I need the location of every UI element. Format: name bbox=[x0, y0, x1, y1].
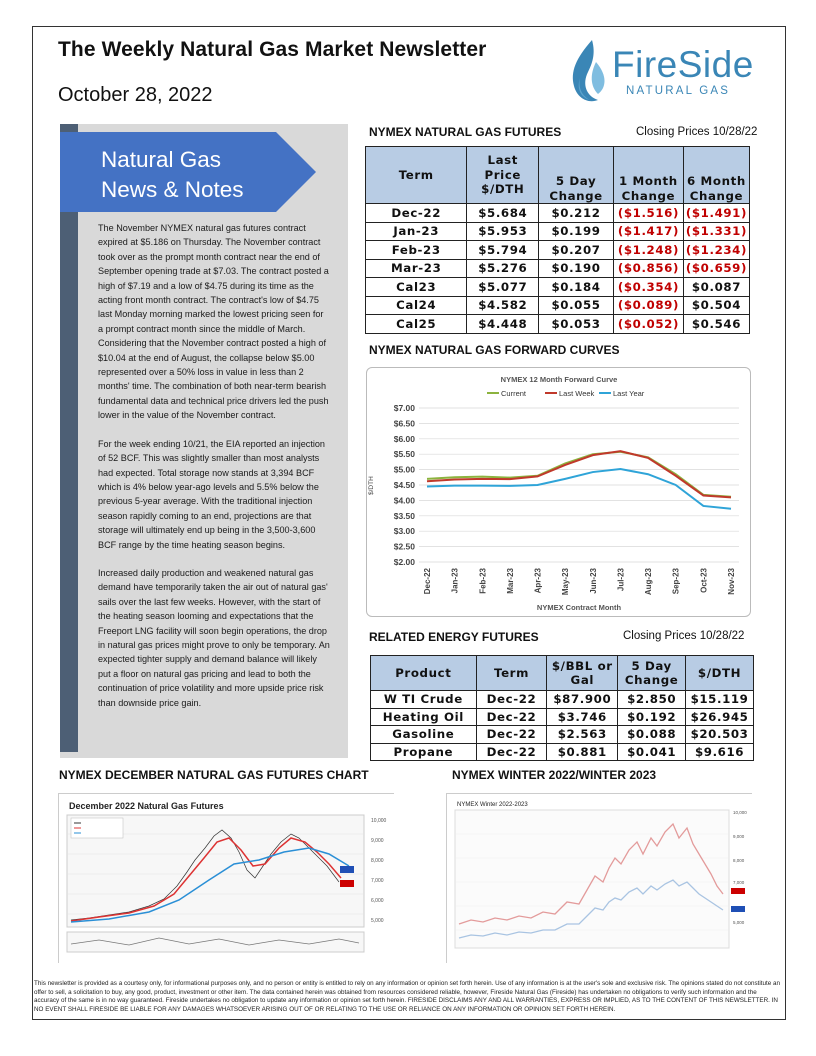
energy-cell-bbl: $87.900 bbox=[547, 691, 618, 709]
energy-heading: RELATED ENERGY FUTURES bbox=[369, 630, 539, 644]
futures-cell-last: $5.077 bbox=[467, 278, 539, 297]
energy-cell-product: W TI Crude bbox=[371, 691, 477, 709]
col-term: Term bbox=[366, 147, 467, 204]
svg-text:6,000: 6,000 bbox=[371, 898, 384, 904]
x-tick-label: Jul-23 bbox=[616, 568, 626, 592]
x-tick-label: Feb-23 bbox=[478, 568, 488, 594]
energy-cell-term: Dec-22 bbox=[476, 726, 547, 744]
forward-curve-svg bbox=[367, 368, 752, 618]
y-tick-label: $4.00 bbox=[393, 495, 415, 506]
news-banner-title bbox=[101, 145, 244, 205]
x-axis-label: NYMEX Contract Month bbox=[536, 603, 622, 612]
svg-text:5,000: 5,000 bbox=[733, 920, 745, 925]
x-tick-label: Dec-22 bbox=[423, 568, 432, 595]
x-tick-label: Jun-23 bbox=[588, 568, 598, 594]
svg-text:8,000: 8,000 bbox=[733, 858, 745, 863]
energy-row bbox=[371, 743, 754, 761]
fireside-logo bbox=[566, 38, 766, 108]
x-tick-label: Aug-23 bbox=[644, 568, 654, 596]
futures-cell-term: Cal24 bbox=[366, 296, 467, 315]
forward-curve-chart bbox=[366, 367, 751, 617]
logo-subtitle: NATURAL GAS bbox=[626, 85, 731, 97]
energy-cell-product: Gasoline bbox=[371, 726, 477, 744]
svg-text:5,000: 5,000 bbox=[371, 918, 384, 924]
news-paragraph: Increased daily production and weakened natural gas demand have temporarily taken the air out of natural gas' sails over the last few weeks. However, with the start of the heating season looming and expectations that the Freeport LNG facility will soon begin operations, the drop in natural gas prices might prove to only be temporary. An expected tighter supply and demand balance will likely put a floor on natural gas pricing and lead to both the continuation of price volatility and more upside price risk than downside price gain. bbox=[98, 567, 330, 708]
svg-text:9,000: 9,000 bbox=[733, 834, 745, 839]
futures-row bbox=[366, 204, 750, 223]
energy-cell-bbl: $0.881 bbox=[547, 743, 618, 761]
energy-cell-five: $0.192 bbox=[618, 708, 686, 726]
news-body bbox=[98, 221, 330, 724]
futures-cell-term: Jan-23 bbox=[366, 222, 467, 241]
svg-text:9,000: 9,000 bbox=[371, 838, 384, 844]
y-tick-label: $5.50 bbox=[393, 449, 415, 460]
futures-cell-last: $4.582 bbox=[467, 296, 539, 315]
futures-heading: NYMEX NATURAL GAS FUTURES bbox=[369, 125, 562, 139]
newsletter-date: October 28, 2022 bbox=[58, 84, 213, 106]
futures-cell-six: $0.546 bbox=[683, 315, 749, 334]
futures-row bbox=[366, 296, 750, 315]
y-tick-label: $6.00 bbox=[393, 433, 415, 444]
svg-text:7,000: 7,000 bbox=[371, 878, 384, 884]
legend-entry: Last Year bbox=[613, 389, 645, 398]
december-chart-heading: NYMEX DECEMBER NATURAL GAS FUTURES CHART bbox=[59, 768, 369, 782]
futures-row bbox=[366, 315, 750, 334]
futures-cell-last: $5.276 bbox=[467, 259, 539, 278]
energy-cell-product: Propane bbox=[371, 743, 477, 761]
futures-row bbox=[366, 259, 750, 278]
winter-chart-svg bbox=[447, 794, 753, 964]
energy-row bbox=[371, 708, 754, 726]
y-tick-label: $3.50 bbox=[393, 510, 415, 521]
futures-cell-six: ($1.491) bbox=[683, 204, 749, 223]
news-paragraph: The November NYMEX natural gas futures contract expired at $5.186 on Thursday. The November contract took over as the prompt month contract near the end of September opening trade at $7.03. The contract posted a high of $7.19 and a low of $4.75 during its time as the acting front month contract. The contract's low of $4.75 last Monday morning marked the lowest pricing seen for a prompt contract month since the middle of March. Considering that the November contract posted a high of $10.04 at the end of August, the collapse below $5.00 represented over a 50% loss in value in less than 2 months' time. The combination of both near-term bearish fundamental data and technical price drivers led the push lower in the value of the November contract. bbox=[98, 223, 329, 421]
svg-text:7,000: 7,000 bbox=[733, 880, 745, 885]
news-banner-line2: News & Notes bbox=[101, 177, 244, 202]
energy-cell-five: $2.850 bbox=[618, 691, 686, 709]
svg-text:8,000: 8,000 bbox=[371, 858, 384, 864]
col-dth: $/DTH bbox=[686, 656, 754, 691]
y-tick-label: $3.00 bbox=[393, 526, 415, 537]
y-tick-label: $5.00 bbox=[393, 464, 415, 475]
energy-cell-five: $0.088 bbox=[618, 726, 686, 744]
col-bbl-gal: $/BBL or Gal bbox=[547, 656, 618, 691]
page-title: The Weekly Natural Gas Market Newsletter bbox=[58, 38, 487, 61]
energy-cell-bbl: $2.563 bbox=[547, 726, 618, 744]
futures-row bbox=[366, 278, 750, 297]
energy-cell-dth: $15.119 bbox=[686, 691, 754, 709]
futures-cell-five: $0.199 bbox=[539, 222, 614, 241]
energy-closing-date: Closing Prices 10/28/22 bbox=[623, 630, 745, 642]
col-term: Term bbox=[476, 656, 547, 691]
futures-cell-last: $5.953 bbox=[467, 222, 539, 241]
energy-cell-dth: $20.503 bbox=[686, 726, 754, 744]
col-6month: 6 Month Change bbox=[683, 147, 749, 204]
december-futures-chart-image bbox=[58, 793, 394, 963]
series-line-last-year bbox=[427, 469, 731, 509]
flame-icon bbox=[566, 38, 612, 108]
futures-cell-six: $0.504 bbox=[683, 296, 749, 315]
x-tick-label: Sep-23 bbox=[671, 568, 681, 595]
winter-chart-heading: NYMEX WINTER 2022/WINTER 2023 bbox=[452, 768, 657, 782]
futures-cell-six: ($1.331) bbox=[683, 222, 749, 241]
y-tick-label: $2.00 bbox=[393, 557, 415, 567]
y-axis-label: $/DTH bbox=[368, 476, 375, 495]
logo-wordmark: FireSide bbox=[612, 44, 754, 85]
futures-row bbox=[366, 222, 750, 241]
disclaimer-footer: This newsletter is provided as a courtesy only, for informational purposes only, and no person or entity is entitled to rely on any information or opinion set forth herein. Use of any information is at the user's sole and exclusive risk. The opinions stated do not constitute an offer to sell, a solicitation to buy, any good, product, investment or other item. The data contained herein was obtained from resources considered reliable, however, Fireside Natural Gas (Fireside) has undertaken no obligations to verify such information and the accuracy of the same is in no way guaranteed. Fireside undertakes no obligation to update any information or opinion set forth herein. FIRESIDE DISCLAIMS ANY AND ALL WARRANTIES, EXPRESS OR IMPLIED, AS TO THE CONTENT OF THIS NEWSLETTER. IN NO EVENT SHALL FIRESIDE BE LIABLE FOR ANY DAMAGES WHATSOEVER ARISING OUT OF OR RELATING TO THE USE OR RELIANCE ON ANY INFORMATION OR OPINION SET FORTH HEREIN. bbox=[34, 980, 781, 1014]
col-5day: 5 Day Change bbox=[618, 656, 686, 691]
chart-title: NYMEX 12 Month Forward Curve bbox=[500, 375, 618, 384]
x-tick-label: May-23 bbox=[561, 568, 571, 596]
energy-table bbox=[370, 655, 754, 761]
futures-cell-one: ($0.089) bbox=[613, 296, 683, 315]
energy-row bbox=[371, 691, 754, 709]
futures-cell-last: $5.794 bbox=[467, 241, 539, 260]
energy-cell-dth: $9.616 bbox=[686, 743, 754, 761]
futures-closing-date: Closing Prices 10/28/22 bbox=[636, 126, 758, 138]
series-line-current bbox=[427, 452, 731, 497]
winter-chart-image bbox=[446, 793, 752, 963]
futures-cell-one: ($0.856) bbox=[613, 259, 683, 278]
winter-chart-inner-title: NYMEX Winter 2022-2023 bbox=[457, 802, 528, 808]
futures-cell-six: ($0.659) bbox=[683, 259, 749, 278]
y-tick-label: $7.00 bbox=[393, 403, 415, 413]
curves-heading: NYMEX NATURAL GAS FORWARD CURVES bbox=[369, 343, 620, 357]
futures-cell-term: Dec-22 bbox=[366, 204, 467, 223]
futures-cell-five: $0.190 bbox=[539, 259, 614, 278]
futures-row bbox=[366, 241, 750, 260]
news-side-strip bbox=[60, 124, 78, 752]
futures-cell-five: $0.212 bbox=[539, 204, 614, 223]
futures-cell-six: $0.087 bbox=[683, 278, 749, 297]
futures-cell-term: Mar-23 bbox=[366, 259, 467, 278]
news-banner-line1: Natural Gas bbox=[101, 147, 222, 172]
col-1month: 1 Month Change bbox=[613, 147, 683, 204]
energy-cell-dth: $26.945 bbox=[686, 708, 754, 726]
energy-cell-five: $0.041 bbox=[618, 743, 686, 761]
futures-table bbox=[365, 146, 750, 334]
futures-cell-last: $5.684 bbox=[467, 204, 539, 223]
svg-text:10,000: 10,000 bbox=[371, 818, 387, 824]
energy-cell-product: Heating Oil bbox=[371, 708, 477, 726]
futures-cell-five: $0.053 bbox=[539, 315, 614, 334]
svg-text:10,000: 10,000 bbox=[733, 810, 747, 815]
y-tick-label: $2.50 bbox=[393, 541, 415, 552]
futures-cell-term: Feb-23 bbox=[366, 241, 467, 260]
futures-cell-five: $0.184 bbox=[539, 278, 614, 297]
futures-cell-one: ($1.417) bbox=[613, 222, 683, 241]
futures-cell-term: Cal23 bbox=[366, 278, 467, 297]
x-tick-label: Oct-23 bbox=[699, 568, 709, 593]
futures-cell-six: ($1.234) bbox=[683, 241, 749, 260]
news-paragraph: For the week ending 10/21, the EIA reported an injection of 52 BCF. This was slightly smaller than most analysts had expected. Total storage now stands at 3,394 BCF which is 4% below year-ago levels and 5.5% below the previous 5-year average. With the traditional injection season rapidly coming to an end, projections are that storage will ultimately end up being in the 3,500-3,600 BCF range by the time heating season begins. bbox=[98, 438, 325, 550]
futures-cell-one: ($0.052) bbox=[613, 315, 683, 334]
energy-cell-term: Dec-22 bbox=[476, 743, 547, 761]
x-tick-label: Jan-23 bbox=[450, 568, 460, 594]
futures-cell-five: $0.055 bbox=[539, 296, 614, 315]
futures-cell-last: $4.448 bbox=[467, 315, 539, 334]
legend-entry: Last Week bbox=[559, 389, 595, 398]
december-futures-chart-svg bbox=[59, 794, 395, 964]
col-product: Product bbox=[371, 656, 477, 691]
futures-cell-term: Cal25 bbox=[366, 315, 467, 334]
energy-cell-term: Dec-22 bbox=[476, 708, 547, 726]
energy-cell-term: Dec-22 bbox=[476, 691, 547, 709]
y-tick-label: $4.50 bbox=[393, 480, 415, 490]
x-tick-label: Mar-23 bbox=[505, 568, 515, 594]
legend-entry: Current bbox=[501, 389, 527, 398]
y-tick-label: $6.50 bbox=[393, 418, 415, 429]
futures-cell-five: $0.207 bbox=[539, 241, 614, 260]
col-5day: 5 Day Change bbox=[539, 147, 614, 204]
col-last-price: Last Price $/DTH bbox=[467, 147, 539, 204]
energy-cell-bbl: $3.746 bbox=[547, 708, 618, 726]
futures-cell-one: ($0.354) bbox=[613, 278, 683, 297]
x-tick-label: Apr-23 bbox=[533, 568, 543, 594]
december-chart-inner-title: December 2022 Natural Gas Futures bbox=[69, 801, 224, 811]
futures-cell-one: ($1.516) bbox=[613, 204, 683, 223]
energy-row bbox=[371, 726, 754, 744]
futures-cell-one: ($1.248) bbox=[613, 241, 683, 260]
x-tick-label: Nov-23 bbox=[727, 568, 736, 595]
